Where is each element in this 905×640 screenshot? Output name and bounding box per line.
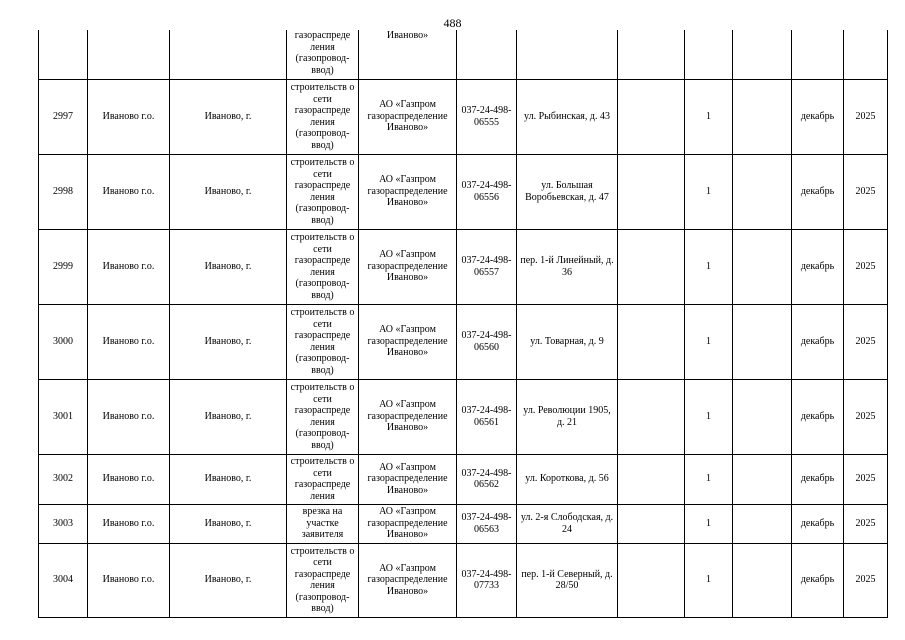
- cell-empty: [618, 30, 685, 79]
- cell-empty: [733, 154, 792, 229]
- cell-empty: [618, 154, 685, 229]
- cell-empty: [517, 30, 618, 79]
- cell-organization: АО «Газпром газораспределение Иваново»: [359, 79, 457, 154]
- cell-number: 2997: [39, 79, 88, 154]
- cell-month: декабрь: [792, 154, 844, 229]
- table-row: [39, 154, 888, 229]
- cell-district: Иваново г.о.: [88, 304, 170, 379]
- cell-address: ул. Революции 1905, д. 21: [517, 379, 618, 454]
- cell-number: 3003: [39, 504, 88, 543]
- cell-work-type: строительств о сети газораспреде ления (газопровод-ввод): [287, 379, 359, 454]
- cell-code: 037-24-498-06556: [457, 154, 517, 229]
- cell-empty: [457, 30, 517, 79]
- cell-month: декабрь: [792, 504, 844, 543]
- cell-empty: [733, 79, 792, 154]
- table-row-continued: [39, 30, 888, 79]
- cell-empty: [88, 30, 170, 79]
- cell-empty: [618, 379, 685, 454]
- cell-work-type: врезка на участке заявителя: [287, 504, 359, 543]
- cell-number: 3001: [39, 379, 88, 454]
- cell-year: 2025: [844, 543, 888, 617]
- cell-work-type: строительств о сети газораспреде ления (газопровод-ввод): [287, 79, 359, 154]
- cell-district: Иваново г.о.: [88, 229, 170, 304]
- cell-quantity: 1: [685, 79, 733, 154]
- cell-quantity: 1: [685, 454, 733, 504]
- cell-number: 2999: [39, 229, 88, 304]
- cell-locality: Иваново, г.: [170, 79, 287, 154]
- cell-address: ул. 2-я Слободская, д. 24: [517, 504, 618, 543]
- cell-empty: [733, 543, 792, 617]
- cell-code: 037-24-498-06561: [457, 379, 517, 454]
- cell-number: 3004: [39, 543, 88, 617]
- cell-empty: [733, 304, 792, 379]
- cell-organization: АО «Газпром газораспределение Иваново»: [359, 504, 457, 543]
- cell-work-type: строительств о сети газораспреде ления (газопровод-ввод): [287, 154, 359, 229]
- table-row: [39, 543, 888, 617]
- cell-empty: [844, 30, 888, 79]
- cell-organization: АО «Газпром газораспределение Иваново»: [359, 543, 457, 617]
- cell-empty: [618, 543, 685, 617]
- cell-code: 037-24-498-06557: [457, 229, 517, 304]
- cell-number: 3002: [39, 454, 88, 504]
- cell-month: декабрь: [792, 454, 844, 504]
- cell-district: Иваново г.о.: [88, 543, 170, 617]
- cell-organization: АО «Газпром газораспределение Иваново»: [359, 154, 457, 229]
- cell-work-type: строительств о сети газораспреде ления (газопровод-ввод): [287, 304, 359, 379]
- cell-quantity: 1: [685, 154, 733, 229]
- cell-empty: [618, 454, 685, 504]
- cell-empty: [733, 229, 792, 304]
- cell-district: Иваново г.о.: [88, 154, 170, 229]
- cell-quantity: 1: [685, 379, 733, 454]
- page-number: 488: [443, 16, 462, 30]
- cell-quantity: 1: [685, 504, 733, 543]
- cell-work-type: строительств о сети газораспреде ления: [287, 454, 359, 504]
- cell-empty: [618, 79, 685, 154]
- cell-locality: Иваново, г.: [170, 543, 287, 617]
- cell-locality: Иваново, г.: [170, 304, 287, 379]
- cell-quantity: 1: [685, 304, 733, 379]
- table-row: [39, 304, 888, 379]
- cell-year: 2025: [844, 504, 888, 543]
- cell-year: 2025: [844, 154, 888, 229]
- table-row: [39, 79, 888, 154]
- cell-quantity: 1: [685, 229, 733, 304]
- cell-empty: [618, 504, 685, 543]
- cell-address: пер. 1-й Северный, д. 28/50: [517, 543, 618, 617]
- cell-locality: Иваново, г.: [170, 454, 287, 504]
- table-row: [39, 229, 888, 304]
- cell-code: 037-24-498-06555: [457, 79, 517, 154]
- cell-address: пер. 1-й Линейный, д. 36: [517, 229, 618, 304]
- cell-empty: [618, 229, 685, 304]
- cell-address: ул. Рыбинская, д. 43: [517, 79, 618, 154]
- cell-code: 037-24-498-06562: [457, 454, 517, 504]
- cell-address: ул. Короткова, д. 56: [517, 454, 618, 504]
- cell-empty: [618, 304, 685, 379]
- cell-empty: [170, 30, 287, 79]
- cell-address: ул. Товарная, д. 9: [517, 304, 618, 379]
- cell-code: 037-24-498-07733: [457, 543, 517, 617]
- cell-organization: АО «Газпром газораспределение Иваново»: [359, 229, 457, 304]
- cell-district: Иваново г.о.: [88, 79, 170, 154]
- cell-address: ул. Большая Воробьевская, д. 47: [517, 154, 618, 229]
- table-row: [39, 504, 888, 543]
- cell-year: 2025: [844, 304, 888, 379]
- cell-empty: [39, 30, 88, 79]
- cell-organization: АО «Газпром газораспределение Иваново»: [359, 454, 457, 504]
- cell-organization: АО «Газпром газораспределение Иваново»: [359, 304, 457, 379]
- cell-work-type: газораспреде ления (газопровод-ввод): [287, 30, 359, 79]
- cell-year: 2025: [844, 379, 888, 454]
- cell-empty: [685, 30, 733, 79]
- cell-locality: Иваново, г.: [170, 379, 287, 454]
- cell-empty: [733, 379, 792, 454]
- cell-organization: АО «Газпром газораспределение Иваново»: [359, 379, 457, 454]
- cell-work-type: строительств о сети газораспреде ления (газопровод-ввод): [287, 229, 359, 304]
- cell-work-type: строительств о сети газораспреде ления (газопровод-ввод): [287, 543, 359, 617]
- cell-year: 2025: [844, 454, 888, 504]
- cell-district: Иваново г.о.: [88, 379, 170, 454]
- cell-empty: [792, 30, 844, 79]
- cell-month: декабрь: [792, 304, 844, 379]
- cell-locality: Иваново, г.: [170, 229, 287, 304]
- table-row: [39, 379, 888, 454]
- cell-locality: Иваново, г.: [170, 504, 287, 543]
- cell-empty: [733, 504, 792, 543]
- cell-year: 2025: [844, 79, 888, 154]
- cell-code: 037-24-498-06560: [457, 304, 517, 379]
- cell-district: Иваново г.о.: [88, 454, 170, 504]
- cell-month: декабрь: [792, 543, 844, 617]
- cell-organization: Иваново»: [359, 30, 457, 79]
- cell-year: 2025: [844, 229, 888, 304]
- cell-code: 037-24-498-06563: [457, 504, 517, 543]
- object-table: [38, 30, 888, 618]
- cell-number: 2998: [39, 154, 88, 229]
- table-row: [39, 454, 888, 504]
- cell-quantity: 1: [685, 543, 733, 617]
- cell-empty: [733, 30, 792, 79]
- cell-empty: [733, 454, 792, 504]
- cell-locality: Иваново, г.: [170, 154, 287, 229]
- cell-month: декабрь: [792, 379, 844, 454]
- cell-month: декабрь: [792, 79, 844, 154]
- cell-district: Иваново г.о.: [88, 504, 170, 543]
- cell-number: 3000: [39, 304, 88, 379]
- cell-month: декабрь: [792, 229, 844, 304]
